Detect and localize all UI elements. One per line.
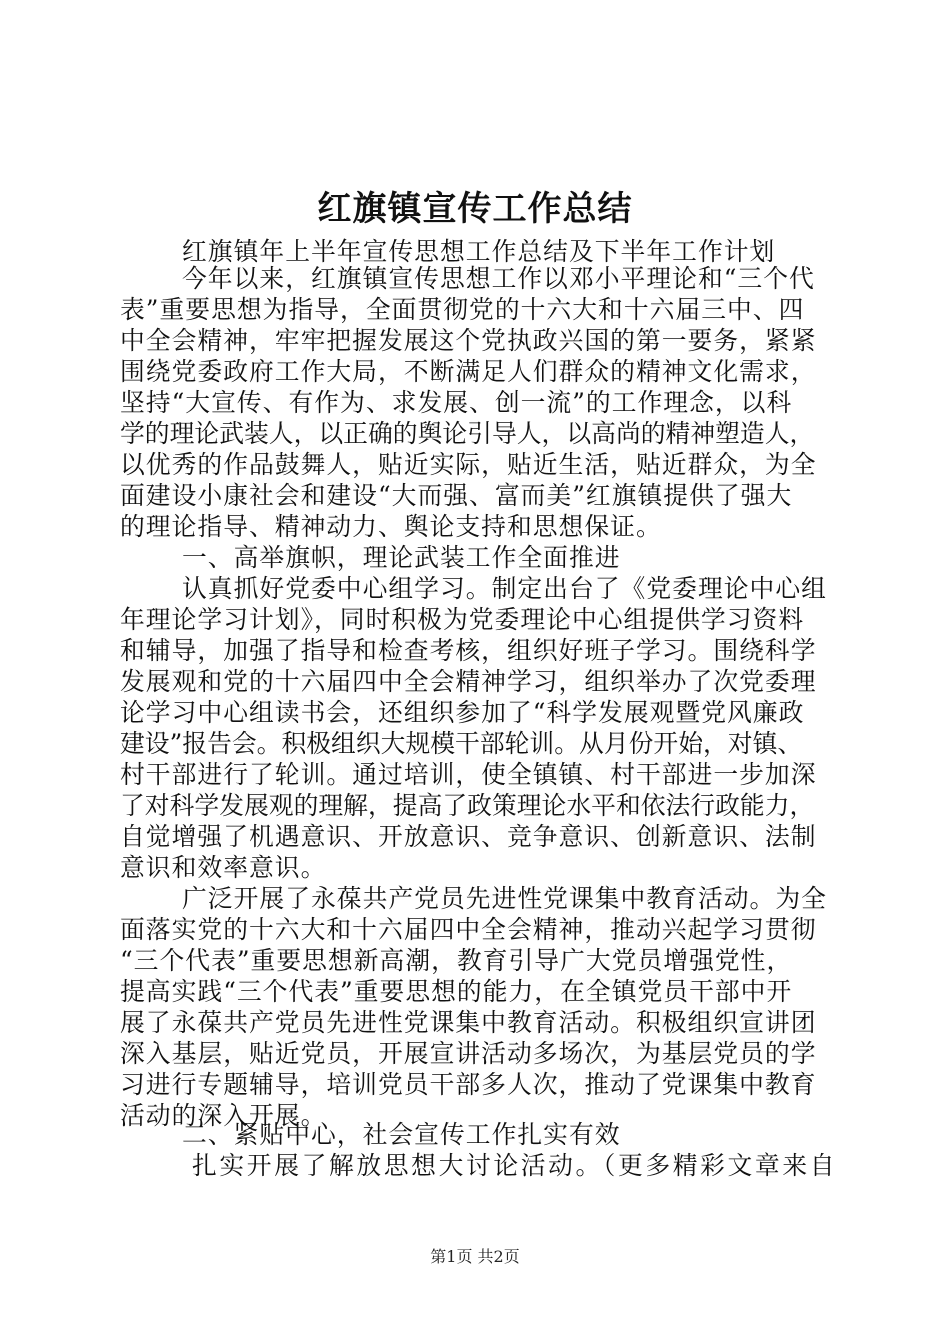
text-line: 意识和效率意识。 [120,853,327,882]
text-line: 自觉增强了机遇意识、开放意识、竞争意识、创新意识、法制 [120,822,817,851]
text-line: 论学习中心组读书会，还组织参加了“科学发展观暨党风廉政 [120,698,805,727]
text-line: 认真抓好党委中心组学习。制定出台了《党委理论中心组 [182,574,827,603]
text-line: 深入基层，贴近党员，开展宣讲活动多场次，为基层党员的学 [120,1039,817,1068]
text-line: 和辅导，加强了指导和检查考核，组织好班子学习。围绕科学 [120,636,817,665]
text-line: 展了永葆共产党员先进性党课集中教育活动。积极组织宣讲团 [120,1008,817,1037]
text-line: 村干部进行了轮训。通过培训，使全镇镇、村干部进一步加深 [120,760,817,789]
text-line: 习进行专题辅导，培训党员干部多人次，推动了党课集中教育 [120,1070,817,1099]
page-title: 红旗镇宣传工作总结 [317,189,633,229]
text-line: 活动的深入开展。 [120,1101,327,1130]
text-line: 红旗镇年上半年宣传思想工作总结及下半年工作计划 [182,237,776,266]
section-heading: 二、紧贴中心，社会宣传工作扎实有效 [182,1120,621,1149]
text-line: 发展观和党的十六届四中全会精神学习，组织举办了次党委理 [120,667,817,696]
text-line: 以优秀的作品鼓舞人，贴近实际，贴近生活，贴近群众，为全 [120,450,817,479]
text-line: 年理论学习计划》，同时积极为党委理论中心组提供学习资料 [120,605,805,634]
text-line: 扎实开展了解放思想大讨论活动。（更多精彩文章来自 [192,1151,838,1180]
text-line: 坚持“大宣传、有作为、求发展、创一流”的工作理念，以科 [120,388,793,417]
text-line: 提高实践“三个代表”重要思想的能力，在全镇党员干部中开 [120,977,793,1006]
text-line: “三个代表”重要思想新高潮，教育引导广大党员增强党性， [120,946,793,975]
text-line: 的理论指导、精神动力、舆论支持和思想保证。 [120,512,662,541]
page-number: 第1页 共2页 [430,1247,520,1266]
text-line: 面落实党的十六大和十六届四中全会精神，推动兴起学习贯彻 [120,915,817,944]
text-line: 表”重要思想为指导，全面贯彻党的十六大和十六届三中、四 [120,295,805,324]
text-line: 建设”报告会。积极组织大规模干部轮训。从月份开始，对镇、 [120,729,803,758]
text-line: 广泛开展了永葆共产党员先进性党课集中教育活动。为全 [182,884,827,913]
section-heading: 一、高举旗帜，理论武装工作全面推进 [182,543,621,572]
text-line: 今年以来，红旗镇宣传思想工作以邓小平理论和“三个代 [182,264,815,293]
text-line: 中全会精神，牢牢把握发展这个党执政兴国的第一要务，紧紧 [120,326,817,355]
text-line: 面建设小康社会和建设“大而强、富而美”红旗镇提供了强大 [120,481,793,510]
text-line: 了对科学发展观的理解，提高了政策理论水平和依法行政能力， [120,791,815,820]
text-line: 学的理论武装人，以正确的舆论引导人，以高尚的精神塑造人， [120,419,815,448]
text-line: 围绕党委政府工作大局，不断满足人们群众的精神文化需求， [120,357,817,386]
